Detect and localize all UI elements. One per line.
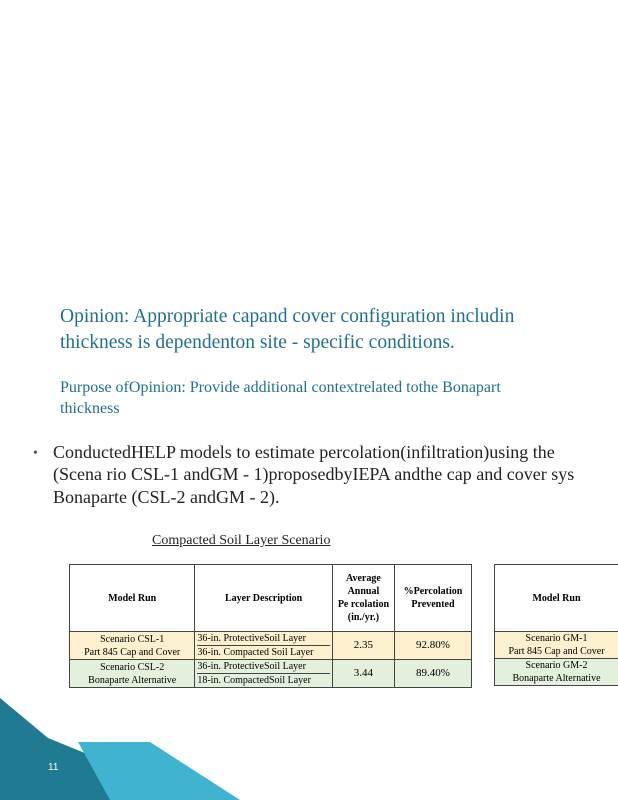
gm-header-model-run: Model Run bbox=[495, 565, 618, 632]
table-header-row bbox=[70, 565, 472, 632]
bullet-marker: • bbox=[33, 446, 38, 461]
cell-layer-description bbox=[195, 660, 333, 688]
slide-number: 11 bbox=[48, 762, 59, 773]
opinion-line-1: Opinion: Appropriate capand cover configuration includin bbox=[60, 306, 515, 327]
cell-model-run bbox=[70, 660, 195, 688]
opinion-line-2: thickness is dependenton site - specific conditions. bbox=[60, 332, 455, 353]
cell-model-run bbox=[70, 632, 195, 660]
percolation-table bbox=[69, 564, 472, 688]
header-model-run: Model Run bbox=[70, 565, 195, 632]
model-run-line-1: Scenario CSL-1 bbox=[100, 633, 165, 645]
table-title: Compacted Soil Layer Scenario bbox=[152, 533, 331, 548]
header-percent-prevented bbox=[394, 565, 471, 632]
model-run-line-1: Scenario CSL-2 bbox=[100, 661, 165, 673]
table-row bbox=[495, 659, 618, 686]
header-pct-line-2: Prevented bbox=[411, 599, 455, 610]
header-pct-line-1: %Percolation bbox=[403, 586, 463, 597]
gm-model-run-line-2: Bonaparte Alternative bbox=[512, 673, 601, 684]
header-avg-line-2: Annual bbox=[347, 586, 380, 597]
table-row bbox=[70, 660, 472, 688]
purpose-line-1: Purpose ofOpinion: Provide additional contextrelated tothe Bonapart bbox=[60, 379, 501, 396]
table-row bbox=[70, 632, 472, 660]
header-average-percolation bbox=[332, 565, 394, 632]
layer-line-2: 36-in. Compacted Soil Layer bbox=[197, 645, 330, 659]
cell-pct-prevented: 92.80% bbox=[394, 632, 471, 660]
gm-cell-model-run bbox=[495, 632, 618, 659]
layer-line-2: 18-in. CompactedSoil Layer bbox=[197, 673, 330, 687]
cell-avg-percolation: 3.44 bbox=[332, 660, 394, 688]
table-row bbox=[495, 632, 618, 659]
header-avg-line-3: Pe rcolation bbox=[337, 599, 390, 610]
gm-table-header-row bbox=[495, 565, 618, 632]
cell-pct-prevented: 89.40% bbox=[394, 660, 471, 688]
header-layer-description: Layer Description bbox=[195, 565, 333, 632]
gm-model-run-line-1: Scenario GM-2 bbox=[525, 660, 588, 671]
bullet-line-3: Bonaparte (CSL-2 andGM - 2). bbox=[53, 487, 280, 507]
model-run-line-2: Part 845 Cap and Cover bbox=[84, 646, 181, 658]
layer-line-1: 36-in. ProtectiveSoil Layer bbox=[197, 633, 306, 644]
header-avg-line-4: (in./yr.) bbox=[347, 612, 380, 623]
model-run-line-2: Bonaparte Alternative bbox=[88, 674, 177, 686]
gm-cell-model-run bbox=[495, 659, 618, 686]
footer-decoration bbox=[0, 690, 260, 800]
bullet-line-2: (Scena rio CSL-1 andGM - 1)proposedbyIEPA andthe cap and cover sys bbox=[53, 464, 575, 484]
bullet-line-1: ConductedHELP models to estimate percolation(infiltration)using the bbox=[53, 442, 555, 462]
cell-layer-description bbox=[195, 632, 333, 660]
cell-avg-percolation: 2.35 bbox=[332, 632, 394, 660]
purpose-line-2: thickness bbox=[60, 400, 120, 417]
gm-model-run-line-2: Part 845 Cap and Cover bbox=[508, 646, 605, 657]
header-avg-line-1: Average bbox=[346, 573, 381, 584]
layer-line-1: 36-in. ProtectiveSoil Layer bbox=[197, 661, 306, 672]
gm-table bbox=[494, 564, 618, 686]
gm-model-run-line-1: Scenario GM-1 bbox=[525, 633, 588, 644]
